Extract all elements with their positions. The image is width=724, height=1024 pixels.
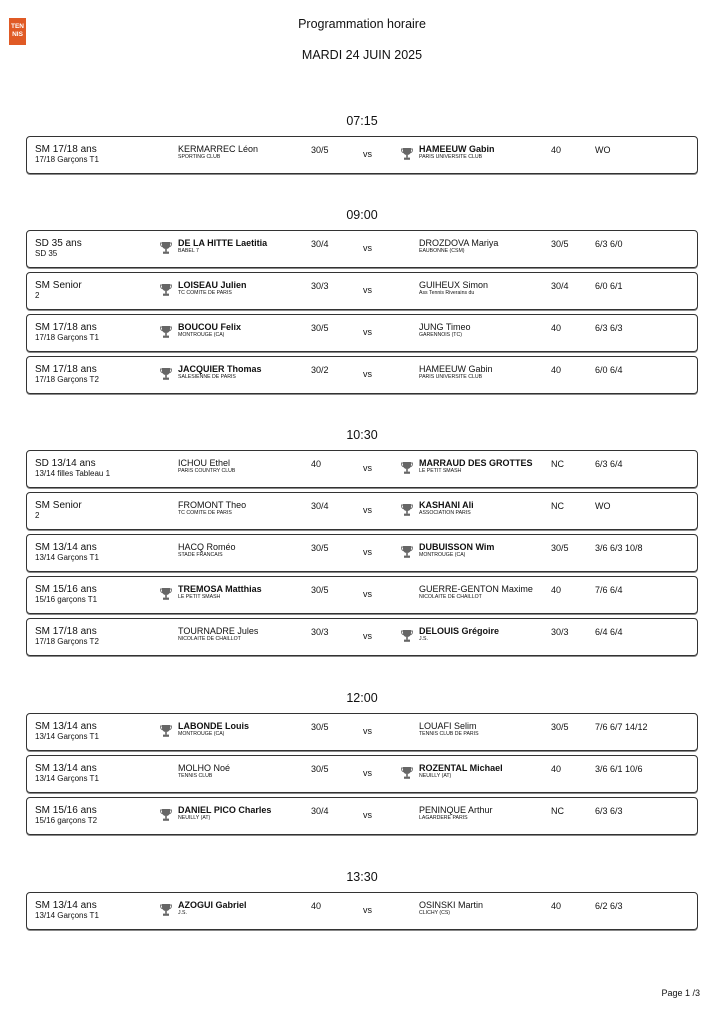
match-category: SM 13/14 ans <box>35 763 97 774</box>
player-2-name: DELOUIS Grégoire <box>419 626 500 636</box>
player-1-name: JACQUIER Thomas <box>178 364 262 374</box>
player-2-name: HAMEEUW Gabin <box>419 144 495 154</box>
match-category: SM 15/16 ans <box>35 584 97 595</box>
match-row <box>26 755 698 793</box>
player-2-rank: 40 <box>551 764 562 774</box>
vs-label: vs <box>363 905 372 915</box>
match-category: SD 13/14 ans <box>35 458 96 469</box>
match-draw: 17/18 Garçons T2 <box>35 637 99 646</box>
player-1-rank: 30/3 <box>311 281 329 291</box>
match-draw: 13/14 Garçons T1 <box>35 553 99 562</box>
match-row <box>26 356 698 394</box>
player-1 <box>178 542 236 559</box>
player-2-name: GUIHEUX Simon <box>419 280 489 290</box>
player-2-rank: 40 <box>551 145 562 155</box>
slot-time: 07:15 <box>346 114 378 128</box>
match-row <box>26 136 698 174</box>
player-2 <box>419 900 483 917</box>
match-row <box>26 892 698 930</box>
player-2-club: J.S. <box>419 636 428 642</box>
player-2-club: Ass Tennis Riverains du <box>419 290 475 296</box>
vs-label: vs <box>363 463 372 473</box>
trophy-icon <box>401 629 413 643</box>
match-category: SM 17/18 ans <box>35 364 97 375</box>
match-row <box>26 797 698 835</box>
match-row <box>26 492 698 530</box>
player-2-rank: 30/5 <box>551 722 569 732</box>
player-1 <box>178 144 258 161</box>
player-2 <box>419 542 494 559</box>
match-score: WO <box>595 145 611 155</box>
player-1 <box>178 322 241 339</box>
vs-label: vs <box>363 768 372 778</box>
player-1-club: SALESIENNE DE PARIS <box>178 374 236 380</box>
player-2-rank: 30/5 <box>551 239 569 249</box>
player-1-rank: 30/4 <box>311 239 329 249</box>
trophy-icon <box>160 367 172 381</box>
trophy-icon <box>160 587 172 601</box>
vs-label: vs <box>363 631 372 641</box>
match-score: 6/3 6/0 <box>595 239 623 249</box>
player-1-rank: 40 <box>311 459 322 469</box>
trophy-icon <box>401 147 413 161</box>
match-draw: 13/14 filles Tableau 1 <box>35 469 111 478</box>
match-row <box>26 576 698 614</box>
player-1-name: TREMOSA Matthias <box>178 584 262 594</box>
vs-label: vs <box>363 547 372 557</box>
player-1 <box>178 458 235 475</box>
match-row <box>26 314 698 352</box>
player-1-club: LE PETIT SMASH <box>178 594 221 600</box>
player-2-rank: 40 <box>551 901 562 911</box>
match-category: SM 15/16 ans <box>35 805 97 816</box>
player-2-club: EAUBONNE (CSM) <box>419 248 465 254</box>
logo-line-1: TEN <box>11 23 24 30</box>
player-1-rank: 30/4 <box>311 806 329 816</box>
player-2-rank: 40 <box>551 365 562 375</box>
player-2-rank: 40 <box>551 323 562 333</box>
page-date: MARDI 24 JUIN 2025 <box>301 48 423 62</box>
trophy-icon <box>160 903 172 917</box>
vs-label: vs <box>363 589 372 599</box>
player-2 <box>419 280 488 297</box>
player-2-name: DROZDOVA Mariya <box>419 238 499 248</box>
match-draw: 13/14 Garçons T1 <box>35 732 99 741</box>
match-score: 6/3 6/4 <box>595 459 623 469</box>
player-1-rank: 30/5 <box>311 145 329 155</box>
player-2-club: GARENNOIS (TC) <box>419 332 462 338</box>
player-1-rank: 30/5 <box>311 543 329 553</box>
player-2-rank: NC <box>551 806 564 816</box>
match-score: 6/3 6/3 <box>595 323 623 333</box>
player-2 <box>419 144 495 161</box>
match-category: SM Senior <box>35 500 82 511</box>
page-number: Page 1 /3 <box>661 988 700 998</box>
match-category: SD 35 ans <box>35 238 82 249</box>
match-draw: 13/14 Garçons T1 <box>35 774 99 783</box>
match-score: WO <box>595 501 611 511</box>
trophy-icon <box>160 241 172 255</box>
player-2-club: NICOLAITE DE CHAILLOT <box>419 594 482 600</box>
match-score: 6/0 6/1 <box>595 281 623 291</box>
player-1 <box>178 500 246 517</box>
player-2-rank: 30/4 <box>551 281 569 291</box>
match-score: 7/6 6/7 14/12 <box>595 722 648 732</box>
player-2 <box>419 364 493 381</box>
player-1-club: MONTROUGE (CA) <box>178 332 225 338</box>
player-2-club: MONTROUGE (CA) <box>419 552 466 558</box>
player-1-rank: 30/4 <box>311 501 329 511</box>
match-score: 6/0 6/4 <box>595 365 623 375</box>
match-draw: 15/16 garçons T2 <box>35 816 98 825</box>
match-draw: 2 <box>35 291 40 300</box>
player-1 <box>178 280 247 297</box>
player-1-name: TOURNADRE Jules <box>178 626 259 636</box>
trophy-icon <box>401 545 413 559</box>
match-category: SM Senior <box>35 280 82 291</box>
player-2-name: KASHANI Ali <box>419 500 474 510</box>
slot-time: 13:30 <box>346 870 378 884</box>
match-draw: 15/16 garçons T1 <box>35 595 98 604</box>
page-title: Programmation horaire <box>298 17 426 31</box>
player-2 <box>419 238 498 255</box>
player-1-rank: 30/5 <box>311 764 329 774</box>
vs-label: vs <box>363 810 372 820</box>
match-draw: SD 35 <box>35 249 58 258</box>
trophy-icon <box>401 503 413 517</box>
player-2-rank: 30/5 <box>551 543 569 553</box>
player-2-rank: 30/3 <box>551 627 569 637</box>
match-score: 3/6 6/3 10/8 <box>595 543 643 553</box>
player-2 <box>419 584 533 601</box>
match-draw: 17/18 Garçons T2 <box>35 375 99 384</box>
match-row <box>26 450 698 488</box>
player-1-club: NEUILLY (AT) <box>178 815 211 821</box>
player-1-rank: 30/5 <box>311 323 329 333</box>
player-2-club: PARIS UNIVERSITE CLUB <box>419 154 483 160</box>
player-2-rank: NC <box>551 501 564 511</box>
player-1-rank: 30/5 <box>311 722 329 732</box>
player-1-club: PARIS COUNTRY CLUB <box>178 468 236 474</box>
player-1-name: AZOGUI Gabriel <box>178 900 247 910</box>
match-category: SM 17/18 ans <box>35 144 97 155</box>
player-2-club: LE PETIT SMASH <box>419 468 462 474</box>
player-1-rank: 30/3 <box>311 627 329 637</box>
trophy-icon <box>160 724 172 738</box>
player-2-club: CLICHY (CS) <box>419 910 451 916</box>
player-2-name: JUNG Timeo <box>419 322 471 332</box>
player-1-club: TC COMITE DE PARIS <box>178 510 232 516</box>
player-1-name: LABONDE Louis <box>178 721 249 731</box>
trophy-icon <box>160 283 172 297</box>
player-1 <box>178 626 258 643</box>
player-2-name: DUBUISSON Wim <box>419 542 495 552</box>
slot-time: 10:30 <box>346 428 378 442</box>
player-2-club: NEUILLY (AT) <box>419 773 452 779</box>
match-score: 7/6 6/4 <box>595 585 623 595</box>
player-1-name: DE LA HITTE Laetitia <box>178 238 268 248</box>
trophy-icon <box>401 766 413 780</box>
match-score: 6/3 6/3 <box>595 806 623 816</box>
player-1-rank: 40 <box>311 901 322 911</box>
match-draw: 17/18 Garçons T1 <box>35 155 99 164</box>
match-category: SM 17/18 ans <box>35 322 97 333</box>
match-category: SM 13/14 ans <box>35 900 97 911</box>
player-2-club: ASSOCIATION PARIS <box>419 510 471 516</box>
player-2-rank: NC <box>551 459 564 469</box>
player-1-rank: 30/2 <box>311 365 329 375</box>
vs-label: vs <box>363 505 372 515</box>
trophy-icon <box>160 325 172 339</box>
player-1-club: MONTROUGE (CA) <box>178 731 225 737</box>
vs-label: vs <box>363 369 372 379</box>
player-2-club: LAGARDERE PARIS <box>419 815 468 821</box>
trophy-icon <box>401 461 413 475</box>
player-2 <box>419 763 503 780</box>
player-1-name: DANIEL PICO Charles <box>178 805 272 815</box>
player-1 <box>178 238 267 255</box>
player-2-club: TENNIS CLUB DE PARIS <box>419 731 479 737</box>
logo-line-2: NIS <box>12 31 23 38</box>
vs-label: vs <box>363 327 372 337</box>
match-draw: 17/18 Garçons T1 <box>35 333 99 342</box>
match-row <box>26 618 698 656</box>
slot-time: 09:00 <box>346 208 378 222</box>
match-row <box>26 713 698 751</box>
player-1-name: FROMONT Theo <box>178 500 247 510</box>
player-1 <box>178 364 262 381</box>
player-1-rank: 30/5 <box>311 585 329 595</box>
player-1-club: BABEL 7 <box>178 248 199 254</box>
player-2 <box>419 805 493 822</box>
slot-time: 12:00 <box>346 691 378 705</box>
player-1-name: MOLHO Noé <box>178 763 231 773</box>
player-1-name: ICHOU Ethel <box>178 458 231 468</box>
match-category: SM 13/14 ans <box>35 542 97 553</box>
player-1-name: LOISEAU Julien <box>178 280 247 290</box>
vs-label: vs <box>363 149 372 159</box>
player-1-name: BOUCOU Felix <box>178 322 242 332</box>
player-1 <box>178 805 271 822</box>
player-2-rank: 40 <box>551 585 562 595</box>
player-2 <box>419 500 474 517</box>
player-2-name: PENINQUE Arthur <box>419 805 493 815</box>
match-score: 6/4 6/4 <box>595 627 623 637</box>
player-1-name: HACQ Roméo <box>178 542 236 552</box>
player-2-name: HAMEEUW Gabin <box>419 364 493 374</box>
match-row <box>26 230 698 268</box>
trophy-icon <box>160 808 172 822</box>
player-2-name: MARRAUD DES GROTTES <box>419 458 533 468</box>
player-2 <box>419 626 499 643</box>
player-2 <box>419 458 533 475</box>
player-2-name: ROZENTAL Michael <box>419 763 503 773</box>
player-2-name: GUERRE-GENTON Maxime <box>419 584 533 594</box>
match-draw: 13/14 Garçons T1 <box>35 911 99 920</box>
player-1 <box>178 721 249 738</box>
player-1-club: STADE FRANCAIS <box>178 552 223 558</box>
vs-label: vs <box>363 243 372 253</box>
match-category: SM 17/18 ans <box>35 626 97 637</box>
player-1-club: TC COMITE DE PARIS <box>178 290 232 296</box>
player-1-club: SPORTING CLUB <box>178 154 221 160</box>
player-2 <box>419 322 471 339</box>
player-2 <box>419 721 479 738</box>
match-draw: 2 <box>35 511 40 520</box>
player-1-name: KERMARREC Léon <box>178 144 259 154</box>
vs-label: vs <box>363 726 372 736</box>
match-row <box>26 272 698 310</box>
player-1 <box>178 900 247 917</box>
vs-label: vs <box>363 285 372 295</box>
match-score: 3/6 6/1 10/6 <box>595 764 643 774</box>
player-1-club: NICOLAITE DE CHAILLOT <box>178 636 241 642</box>
player-1 <box>178 763 230 780</box>
player-2-club: PARIS UNIVERSITE CLUB <box>419 374 483 380</box>
player-2-name: OSINSKI Martin <box>419 900 484 910</box>
match-row <box>26 534 698 572</box>
player-1-club: J.S. <box>178 910 187 916</box>
player-2-name: LOUAFI Selim <box>419 721 477 731</box>
match-score: 6/2 6/3 <box>595 901 623 911</box>
player-1-club: TENNIS CLUB <box>178 773 213 779</box>
player-1 <box>178 584 262 601</box>
match-category: SM 13/14 ans <box>35 721 97 732</box>
